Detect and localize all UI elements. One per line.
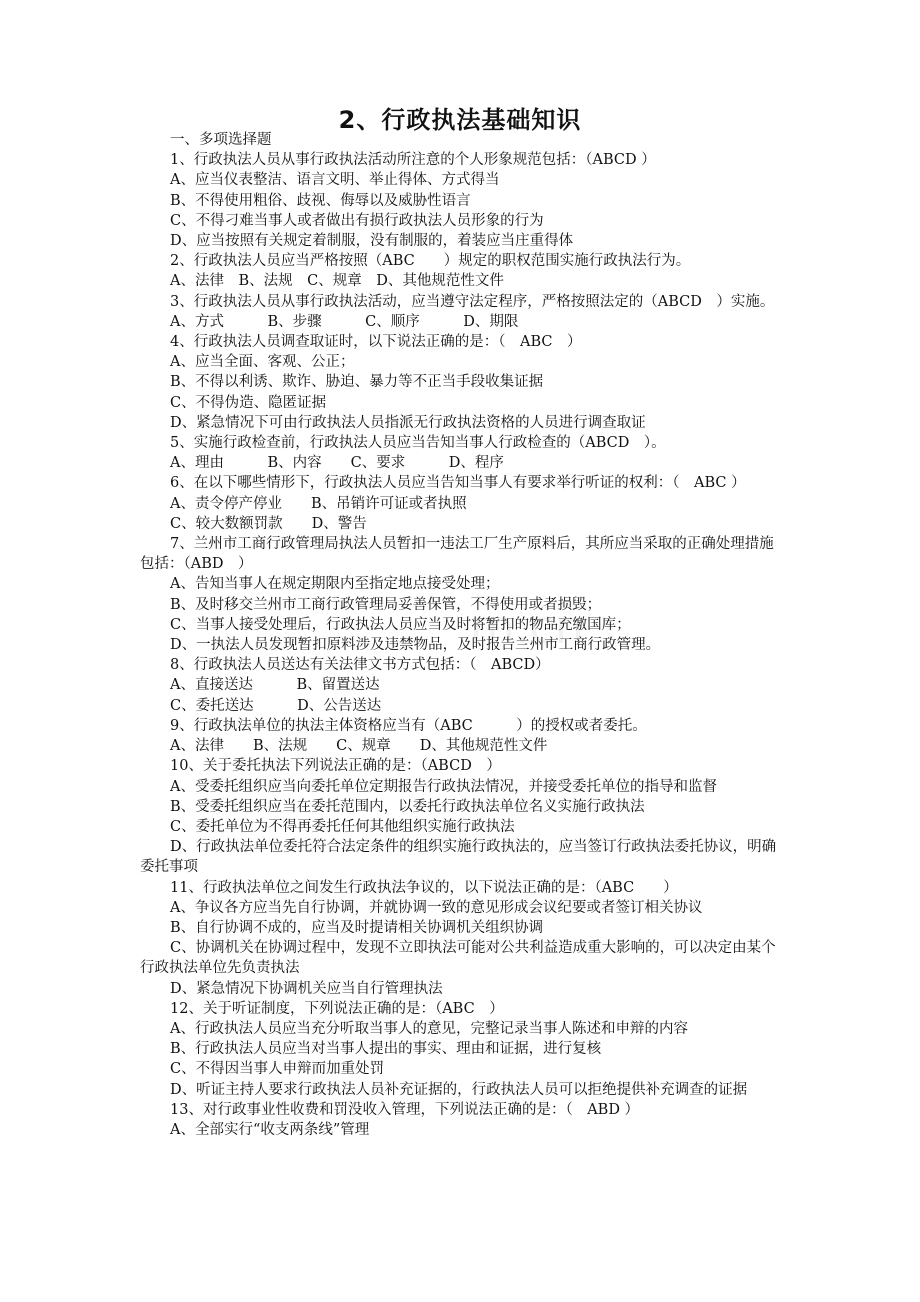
text-line: 12、关于听证制度，下列说法正确的是：（ABC ） xyxy=(170,1000,504,1017)
text-line: 4、行政执法人员调查取证时，以下说法正确的是：（ ABC ） xyxy=(170,334,582,351)
question-3: 3、行政执法人员从事行政执法活动，应当遵守法定程序，严格按照法定的（ABCD ）实施。 xyxy=(170,293,775,310)
text-line: A、应当全面、客观、公正； xyxy=(170,354,355,371)
text-line: D、紧急情况下可由行政执法人员指派无行政执法资格的人员进行调查取证 xyxy=(170,414,646,431)
text-line: D、紧急情况下协调机关应当自行管理执法 xyxy=(170,980,443,997)
text-line: B、行政执法人员应当对当事人提出的事实、理由和证据，进行复核 xyxy=(170,1041,602,1058)
page-title: 2、行政执法基础知识 xyxy=(338,106,582,134)
section-heading: 一、多项选择题 xyxy=(170,132,272,148)
question-body xyxy=(140,130,785,1140)
text-line: A、行政执法人员应当充分听取当事人的意见，完整记录当事人陈述和申辩的内容 xyxy=(170,1020,688,1037)
watermark: m.cn xyxy=(470,600,584,654)
text-line: B、受委托组织应当在委托范围内，以委托行政执法单位名义实施行政执法 xyxy=(170,798,645,815)
text-line: 2、行政执法人员应当严格按照（ABC ）规定的职权范围实施行政执法行为。 xyxy=(170,253,691,270)
text-line: C、较大数额罚款 D、警告 xyxy=(170,515,367,532)
text-line: C、当事人接受处理后，行政执法人员应当及时将暂扣的物品充缴国库； xyxy=(170,616,631,633)
text-line: B、不得以利诱、欺诈、胁迫、暴力等不正当手段收集证据 xyxy=(170,374,544,391)
text-line: A、责令停产停业 B、吊销许可证或者执照 xyxy=(170,495,467,512)
question-7: 7、兰州市工商行政管理局执法人员暂扣一违法工厂生产原料后，其所应当采取的正确处理措施包括：（ABD ） xyxy=(140,536,774,573)
text-line: A、受委托组织应当向委托单位定期报告行政执法情况，并接受委托单位的指导和监督 xyxy=(170,778,717,795)
text-line: D、应当按照有关规定着制服，没有制服的，着装应当庄重得体 xyxy=(170,233,574,250)
text-line: D、一执法人员发现暂扣原料涉及违禁物品，及时报告兰州市工商行政管理。 xyxy=(170,637,661,654)
text-line: 8、行政执法人员送达有关法律文书方式包括：（ ABCD） xyxy=(170,657,550,674)
text-line: A、争议各方应当先自行协调，并就协调一致的意见形成会议纪要或者签订相关协议 xyxy=(170,899,703,916)
text-line: C、委托送达 D、公告送达 xyxy=(170,697,382,714)
text-line: 1、行政执法人员从事行政执法活动所注意的个人形象规范包括：（ABCD ） xyxy=(170,152,656,169)
text-line: C、不得伪造、隐匿证据 xyxy=(170,394,327,411)
text-line: C、委托单位为不得再委托任何其他组织实施行政执法 xyxy=(170,818,515,835)
text-line: A、全部实行“收支两条线”管理 xyxy=(170,1121,370,1138)
question-10-d: D、行政执法单位委托符合法定条件的组织实施行政执法的，应当签订行政执法委托协议，明确委托事项 xyxy=(140,839,777,876)
text-line: B、不得使用粗俗、歧视、侮辱以及威胁性语言 xyxy=(170,192,471,209)
text-line: B、自行协调不成的，应当及时提请相关协调机关组织协调 xyxy=(170,919,544,936)
text-line: 9、行政执法单位的执法主体资格应当有（ABC ）的授权或者委托。 xyxy=(170,717,647,734)
text-line: B、及时移交兰州市工商行政管理局妥善保管，不得使用或者损毁； xyxy=(170,596,602,613)
text-line: 11、行政执法单位之间发生行政执法争议的，以下说法正确的是：（ABC ） xyxy=(170,879,678,896)
text-line: A、方式 B、步骤 C、顺序 D、期限 xyxy=(170,313,519,330)
text-line: A、直接送达 B、留置送达 xyxy=(170,677,380,694)
text-line: C、不得因当事人申辩而加重处罚 xyxy=(170,1061,385,1078)
text-line: A、法律 B、法规 C、规章 D、其他规范性文件 xyxy=(170,738,548,755)
text-line: 6、在以下哪些情形下，行政执法人员应当告知当事人有要求举行听证的权利：（ ABC ） xyxy=(170,475,746,492)
text-line: A、理由 B、内容 C、要求 D、程序 xyxy=(170,455,504,472)
text-line: A、法律 B、法规 C、规章 D、其他规范性文件 xyxy=(170,273,504,290)
text-line: 10、关于委托执法下列说法正确的是：（ABCD ） xyxy=(170,758,501,775)
text-line: 13、对行政事业性收费和罚没收入管理，下列说法正确的是：（ ABD ） xyxy=(170,1101,640,1118)
text-line: A、告知当事人在规定期限内至指定地点接受处理； xyxy=(170,576,500,593)
text-line: 5、实施行政检查前，行政执法人员应当告知当事人行政检查的（ABCD ）。 xyxy=(170,435,666,452)
text-line: A、应当仪表整洁、语言文明、举止得体、方式得当 xyxy=(170,172,500,189)
text-line: C、不得刁难当事人或者做出有损行政执法人员形象的行为 xyxy=(170,212,544,229)
question-12-d: D、听证主持人要求行政执法人员补充证据的，行政执法人员可以拒绝提供补充调查的证据 xyxy=(170,1081,748,1098)
question-11-c: C、协调机关在协调过程中，发现不立即执法可能对公共利益造成重大影响的，可以决定由某个行政执法单位先负责执法 xyxy=(140,940,776,977)
